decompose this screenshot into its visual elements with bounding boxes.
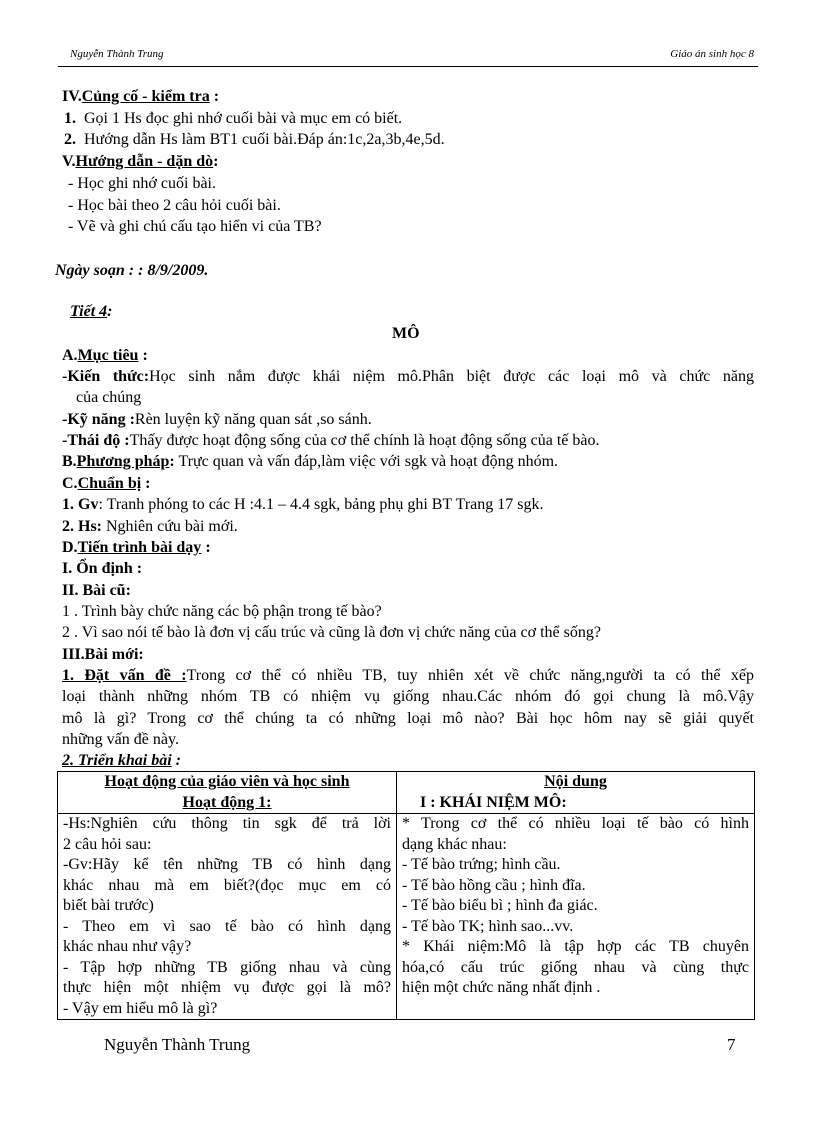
header-divider xyxy=(58,66,758,67)
list-item: * Trong cơ thể có nhiều loại tế bào có hình xyxy=(402,815,749,832)
lesson-content xyxy=(397,814,755,1020)
list-item: biết bài trước) xyxy=(63,897,154,914)
deploy-heading: 2. Triển khai bài : xyxy=(62,752,181,769)
lesson-label: Tiết 4: xyxy=(70,303,113,320)
stabilize-heading: I. Ổn định : xyxy=(62,560,143,577)
process-heading: D.Tiến trình bài dạy : xyxy=(62,539,211,556)
section-iv-item-1: 1. Gọi 1 Hs đọc ghi nhớ cuối bài và mục em có biết. xyxy=(64,110,403,127)
preparation-gv: 1. Gv: Tranh phóng to các H :4.1 – 4.4 sgk, bảng phụ ghi BT Trang 17 sgk. xyxy=(62,496,544,513)
page-number: 7 xyxy=(727,1035,736,1054)
knowledge-line-2: của chúng xyxy=(76,389,142,406)
date-line: Ngày soạn : : 8/9/2009. xyxy=(55,262,209,279)
method-line: B.Phương pháp: Trực quan và vấn đáp,làm việc với sgk và hoạt động nhóm. xyxy=(62,453,559,470)
list-item: thực hiện một nhiệm vụ được gọi là mô? xyxy=(63,979,391,996)
section-v-item-1: - Học ghi nhớ cuối bài. xyxy=(68,175,216,192)
list-item: - Vậy em hiểu mô là gì? xyxy=(63,999,218,1017)
preparation-hs: 2. Hs: Nghiên cứu bài mới. xyxy=(62,518,238,535)
lesson-table xyxy=(57,771,755,1020)
activity-title: Hoạt động 1: xyxy=(182,793,272,811)
section-title: I : KHÁI NIỆM MÔ: xyxy=(420,793,567,811)
list-item: 2 câu hỏi sau: xyxy=(63,835,152,853)
objectives-heading: A.Mục tiêu : xyxy=(62,347,148,364)
list-item: - Tế bào biểu bì ; hình đa giác. xyxy=(402,897,598,914)
lesson-title: MÔ xyxy=(392,325,420,342)
list-item: - Tế bào hồng cầu ; hình đĩa. xyxy=(402,876,586,894)
list-item: - Theo em vì sao tế bào có hình dạng xyxy=(63,917,391,935)
section-v-item-3: - Vẽ và ghi chú cấu tạo hiển vi của TB? xyxy=(68,218,322,235)
header-author: Nguyễn Thành Trung xyxy=(70,48,164,60)
section-v-heading: V.Hướng dẫn - dặn dò: xyxy=(62,153,219,170)
intro-line-1: 1. Đặt vấn đề :Trong cơ thể có nhiều TB, tuy nhiên xét về chức năng,người ta có thể xếp xyxy=(62,667,755,684)
list-item: khác nhau mà em biết?(đọc mục em có xyxy=(63,876,391,894)
list-item: hóa,có cấu trúc giống nhau và cùng thực xyxy=(402,958,749,976)
intro-line-3: mô là gì? Trong cơ thể chúng ta có những loại mô nào? Bài học hôm nay sẽ giải quyết xyxy=(62,710,754,727)
list-item: -Gv:Hãy kể tên những TB có hình dạng xyxy=(63,856,391,873)
knowledge-line-1: -Kiến thức:Học sinh nắm được khái niệm mô.Phân biệt được các loại mô và chức năng xyxy=(62,368,754,385)
intro-line-4: những vấn đề này. xyxy=(62,731,179,748)
intro-line-2: loại thành những nhóm TB có nhiệm vụ giống nhau.Các nhóm đó gọi chung là mô.Vậy xyxy=(62,688,754,705)
header-subject: Giáo án sinh học 8 xyxy=(670,48,754,60)
list-item: - Tế bào TK; hình sao...vv. xyxy=(402,917,574,935)
old-lesson-heading: II. Bài cũ: xyxy=(62,582,131,599)
table-row xyxy=(58,814,755,1020)
teacher-student-activities xyxy=(58,814,397,1020)
list-item: hiện một chức năng nhất định . xyxy=(402,979,601,996)
section-iv-item-2: 2. Hướng dẫn Hs làm BT1 cuối bài.Đáp án:1c,2a,3b,4e,5d. xyxy=(64,131,445,148)
list-item: khác nhau như vậy? xyxy=(63,938,192,955)
footer-name: Nguyễn Thành Trung xyxy=(104,1035,251,1054)
preparation-heading: C.Chuẩn bị : xyxy=(62,475,151,492)
old-question-2: 2 . Vì sao nói tế bào là đơn vị cấu trúc và cũng là đơn vị chức năng của cơ thể sống? xyxy=(62,624,601,641)
skill-line: -Kỹ năng :Rèn luyện kỹ năng quan sát ,so sánh. xyxy=(62,411,372,428)
section-v-item-2: - Học bài theo 2 câu hỏi cuối bài. xyxy=(68,197,281,214)
list-item: - Tế bào trứng; hình cầu. xyxy=(402,856,561,873)
table-header-row xyxy=(58,772,755,814)
list-item: -Hs:Nghiên cứu thông tin sgk để trả lời xyxy=(63,815,391,832)
list-item: * Khái niệm:Mô là tập hợp các TB chuyên xyxy=(402,938,749,955)
table-header-content: Nội dung I : KHÁI NIỆM MÔ: xyxy=(397,772,755,814)
list-item: - Tập hợp những TB giống nhau và cùng xyxy=(63,958,391,976)
attitude-line: -Thái độ :Thấy được hoạt động sống của cơ thể chính là hoạt động sống của tế bào. xyxy=(62,432,600,449)
old-question-1: 1 . Trình bày chức năng các bộ phận trong tế bào? xyxy=(62,603,382,620)
new-lesson-heading: III.Bài mới: xyxy=(62,646,144,663)
list-item: dạng khác nhau: xyxy=(402,835,507,853)
section-iv-heading: IV.Củng cố - kiểm tra : xyxy=(62,88,220,105)
table-header-activity: Hoạt động của giáo viên và học sinh Hoạt động 1: xyxy=(58,772,397,814)
